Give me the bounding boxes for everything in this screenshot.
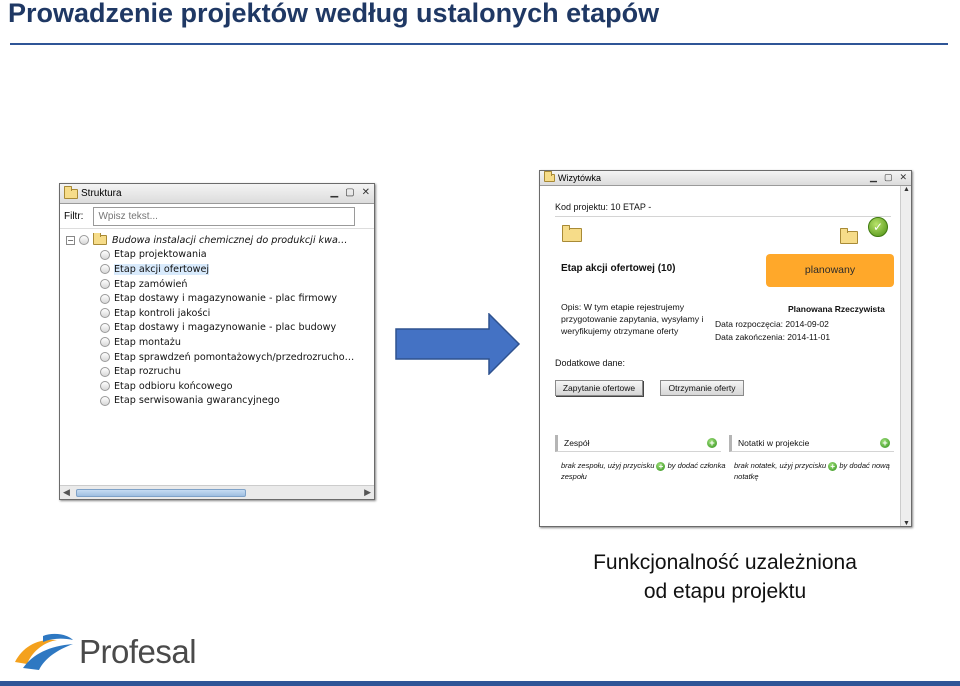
caption bbox=[560, 548, 890, 606]
radio-icon[interactable] bbox=[79, 235, 89, 245]
card-window bbox=[539, 170, 912, 527]
tree-item-label: Etap odbioru końcowego bbox=[114, 380, 233, 392]
filter-input[interactable] bbox=[93, 207, 355, 226]
tree-item[interactable] bbox=[60, 262, 374, 277]
tree-item[interactable] bbox=[60, 321, 374, 336]
bottom-bar bbox=[0, 681, 960, 686]
radio-icon[interactable] bbox=[100, 264, 110, 274]
tree-item[interactable] bbox=[60, 291, 374, 306]
tree-item[interactable] bbox=[60, 350, 374, 365]
tree-item-label: Etap dostawy i magazynowanie - plac firmowy bbox=[114, 293, 338, 305]
notes-empty-text-a: brak notatek, użyj przycisku bbox=[734, 461, 827, 470]
scroll-left-icon[interactable]: ◀ bbox=[63, 487, 70, 497]
close-icon[interactable]: ✕ bbox=[899, 172, 907, 182]
status-badge: planowany bbox=[766, 254, 894, 287]
offer-received-button[interactable]: Otrzymanie oferty bbox=[660, 380, 744, 396]
team-empty-text-a: brak zespołu, użyj przycisku bbox=[561, 461, 655, 470]
notes-empty-text-b: by dodać nową notatkę bbox=[734, 461, 890, 481]
radio-icon[interactable] bbox=[100, 381, 110, 391]
minimize-icon[interactable]: ▁ bbox=[870, 172, 877, 182]
radio-icon[interactable] bbox=[100, 323, 110, 333]
structure-window-title: Struktura bbox=[81, 188, 122, 199]
add-icon[interactable]: + bbox=[828, 462, 837, 471]
end-date: Data zakończenia: 2014-11-01 bbox=[715, 332, 831, 342]
filter-row bbox=[60, 204, 374, 229]
radio-icon[interactable] bbox=[100, 337, 110, 347]
tree-item-label: Etap sprawdzeń pomontażowych/przedrozrucho… bbox=[114, 351, 355, 363]
radio-icon[interactable] bbox=[100, 308, 110, 318]
scroll-up-icon[interactable]: ▲ bbox=[903, 186, 910, 193]
tree-item-label: Etap rozruchu bbox=[114, 366, 181, 378]
notes-panel-title: Notatki w projekcie bbox=[738, 438, 810, 448]
project-code: Kod projektu: 10 ETAP - bbox=[555, 202, 652, 212]
tree-item[interactable] bbox=[60, 394, 374, 409]
team-panel-header bbox=[555, 435, 721, 452]
folder-icon bbox=[93, 235, 107, 245]
scroll-right-icon[interactable]: ▶ bbox=[364, 487, 371, 497]
tree-item-label: Etap serwisowania gwarancyjnego bbox=[114, 395, 280, 407]
folder-icon bbox=[64, 189, 78, 199]
team-empty-text bbox=[561, 460, 726, 482]
approve-check-icon[interactable]: ✓ bbox=[868, 217, 888, 237]
divider bbox=[555, 216, 891, 217]
notes-empty-text bbox=[734, 460, 899, 482]
team-panel-title: Zespół bbox=[564, 438, 590, 448]
card-content bbox=[540, 186, 901, 527]
add-icon[interactable]: + bbox=[656, 462, 665, 471]
title-divider bbox=[10, 43, 948, 45]
structure-window bbox=[59, 183, 375, 500]
start-date: Data rozpoczęcia: 2014-09-02 bbox=[715, 319, 829, 329]
close-icon[interactable]: ✕ bbox=[361, 187, 370, 198]
maximize-icon[interactable]: ▢ bbox=[883, 172, 893, 182]
right-arrow-icon bbox=[395, 313, 521, 375]
tree-item-label: Etap montażu bbox=[114, 336, 181, 348]
radio-icon[interactable] bbox=[100, 367, 110, 377]
request-for-quote-button[interactable]: Zapytanie ofertowe bbox=[555, 380, 643, 396]
filter-label: Filtr: bbox=[64, 210, 84, 222]
tree-item[interactable] bbox=[60, 277, 374, 292]
add-note-icon[interactable]: + bbox=[880, 438, 890, 448]
caption-line-1: Funkcjonalność uzależniona bbox=[593, 551, 857, 574]
tree-item[interactable] bbox=[60, 306, 374, 321]
vertical-scrollbar[interactable] bbox=[900, 186, 911, 527]
notes-panel-header bbox=[729, 435, 894, 452]
logo-text: Profesal bbox=[79, 633, 197, 670]
scroll-down-icon[interactable]: ▼ bbox=[903, 520, 910, 527]
caption-line-2: od etapu projektu bbox=[643, 580, 807, 603]
dates bbox=[715, 318, 830, 344]
maximize-icon[interactable]: ▢ bbox=[345, 187, 355, 198]
add-team-member-icon[interactable]: + bbox=[707, 438, 717, 448]
stage-title: Etap akcji ofertowej (10) bbox=[561, 263, 676, 274]
card-window-title: Wizytówka bbox=[558, 173, 602, 183]
company-logo bbox=[13, 632, 196, 672]
tree-item-label: Etap projektowania bbox=[114, 249, 207, 261]
radio-icon[interactable] bbox=[100, 352, 110, 362]
extra-data-label: Dodatkowe dane: bbox=[555, 358, 626, 368]
horizontal-scrollbar[interactable] bbox=[60, 485, 374, 499]
radio-icon[interactable] bbox=[100, 279, 110, 289]
card-titlebar bbox=[540, 171, 911, 186]
structure-titlebar bbox=[60, 184, 374, 204]
team-empty-text-b: by dodać członka zespołu bbox=[561, 461, 726, 481]
minimize-icon[interactable]: ▁ bbox=[330, 187, 339, 198]
folder-icon bbox=[544, 174, 555, 182]
tree-root[interactable] bbox=[60, 233, 374, 248]
tree-item[interactable] bbox=[60, 379, 374, 394]
schedule-header: Planowana Rzeczywista bbox=[788, 304, 885, 314]
tree-root-label: Budowa instalacji chemicznej do produkcji kwa… bbox=[112, 234, 348, 246]
radio-icon[interactable] bbox=[100, 294, 110, 304]
project-tree bbox=[60, 229, 374, 408]
tree-item-label: Etap zamówień bbox=[114, 278, 188, 290]
tree-item[interactable] bbox=[60, 335, 374, 350]
tree-item-label: Etap dostawy i magazynowanie - plac budowy bbox=[114, 322, 337, 334]
tree-item[interactable] bbox=[60, 248, 374, 263]
stage-description: Opis: W tym etapie rejestrujemy przygotowanie zapytania, wysyłamy i weryfikujemy otrzymane oferty bbox=[561, 302, 704, 336]
collapse-icon[interactable]: − bbox=[67, 235, 74, 245]
slide-title: Prowadzenie projektów według ustalonych etapów bbox=[8, 0, 660, 28]
radio-icon[interactable] bbox=[100, 250, 110, 260]
tree-item-label: Etap kontroli jakości bbox=[114, 307, 211, 319]
tree-item[interactable] bbox=[60, 364, 374, 379]
tree-item-label: Etap akcji ofertowej bbox=[114, 263, 210, 275]
logo-swirl-icon bbox=[13, 632, 75, 672]
locked-folder-icon[interactable] bbox=[840, 231, 858, 246]
scrollbar-thumb[interactable] bbox=[76, 489, 246, 497]
radio-icon[interactable] bbox=[100, 396, 110, 406]
folder-icon[interactable] bbox=[562, 228, 582, 242]
